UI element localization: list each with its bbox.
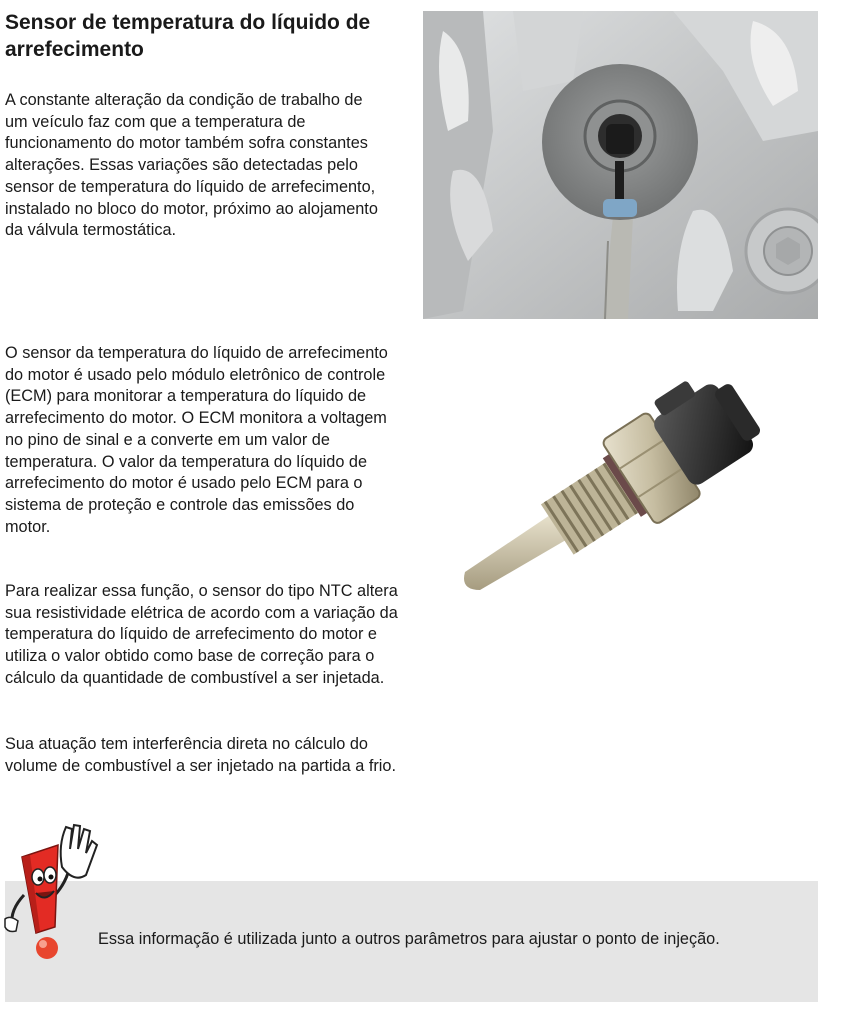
exclamation-mascot-icon xyxy=(0,815,100,965)
engine-sensor-photo xyxy=(423,11,818,319)
page-title: Sensor de temperatura do líquido de arrefecimento xyxy=(5,11,371,61)
paragraph-ecm: O sensor da temperatura do líquido de arrefecimento do motor é usado pelo módulo eletrônico de controle (ECM) para monitorar a temperatura do líquido de arrefecimento do motor. O ECM monitora a voltagem no pino de sinal e a converte em um valor de temperatura. O valor da temperatura do líquido de arrefecimento do motor é usado pelo ECM para o sistema de proteção e controle das emissões do motor. xyxy=(5,344,388,536)
coolant-temperature-sensor-photo xyxy=(455,340,785,595)
paragraph-cold-start: Sua atuação tem interferência direta no cálculo do volume de combustível a ser injetado na partida a frio. xyxy=(5,735,396,775)
paragraph-intro: A constante alteração da condição de trabalho de um veículo faz com que a temperatura de funcionamento do motor também sofra constantes alterações. Essas variações são detectadas pelo sensor de temperatura do líquido de arrefecimento, instalado no bloco do motor, próximo ao alojamento da válvula termostática. xyxy=(5,91,378,240)
note-text: Essa informação é utilizada junto a outros parâmetros para ajustar o ponto de injeção. xyxy=(98,930,720,948)
paragraph-ntc: Para realizar essa função, o sensor do tipo NTC altera sua resistividade elétrica de acordo com a variação da temperatura do líquido de arrefecimento do motor e utiliza o valor obtido como base de correção para o cálculo da quantidade de combustível a ser injetada. xyxy=(5,582,398,687)
